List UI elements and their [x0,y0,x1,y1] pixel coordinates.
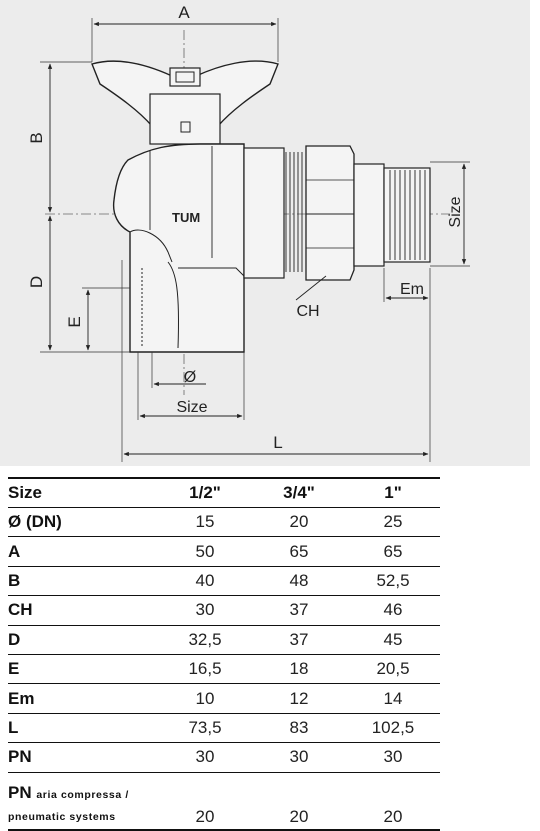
row-label: L [8,713,158,742]
cell-value: 45 [346,625,440,654]
row-label: Ø (DN) [8,508,158,537]
dim-label-e: E [65,316,84,328]
brand-mark: TUM [172,210,201,225]
table-header-size-3: 1" [346,478,440,508]
row-label: CH [8,596,158,625]
cell-value: 32,5 [158,625,252,654]
cell-value: 65 [346,537,440,566]
pn-air-main: PN [8,782,32,802]
dim-label-d: D [27,275,46,289]
row-label: A [8,537,158,566]
row-label-pn-air [8,772,158,830]
coupling-threads [286,152,302,272]
dim-label-diameter: Ø [183,369,197,386]
cell-value: 30 [158,743,252,772]
cell-value: 20 [252,772,346,830]
cell-value: 46 [346,596,440,625]
cell-value: 12 [252,684,346,713]
row-label: E [8,654,158,683]
table-row [8,684,440,713]
dim-label-a: A [178,3,190,22]
cell-value: 10 [158,684,252,713]
cell-value: 83 [252,713,346,742]
cell-value: 16,5 [158,654,252,683]
table-row [8,596,440,625]
row-label: B [8,566,158,595]
male-end-shoulder [354,164,384,266]
table-header-size-1: 1/2" [158,478,252,508]
table-row [8,713,440,742]
cell-value: 37 [252,596,346,625]
male-threaded-end [384,168,430,262]
dim-label-size-right: Size [447,196,464,228]
stem-housing [150,94,220,144]
cell-value: 30 [252,743,346,772]
cell-value: 30 [346,743,440,772]
coupling-collar [244,148,284,278]
cell-value: 20 [346,772,440,830]
cell-value: 20 [158,772,252,830]
table-header-row [8,478,440,508]
dim-label-ch: CH [296,303,320,320]
table-row-pn-compressed-air [8,772,440,830]
row-label: Em [8,684,158,713]
cell-value: 40 [158,566,252,595]
dim-label-b: B [27,132,46,144]
cell-value: 37 [252,625,346,654]
dim-label-size-bottom: Size [176,399,208,416]
cell-value: 14 [346,684,440,713]
cell-value: 50 [158,537,252,566]
dim-label-l: L [273,433,283,452]
table-header-label: Size [8,478,158,508]
cell-value: 52,5 [346,566,440,595]
cell-value: 48 [252,566,346,595]
table-row [8,508,440,537]
cell-value: 18 [252,654,346,683]
hex-union-nut [306,146,354,280]
handle-nut [170,68,200,86]
table-row [8,625,440,654]
row-label: PN [8,743,158,772]
pn-air-sub-italian: aria compressa / [36,788,129,801]
pn-air-sub-english: pneumatic systems [8,810,116,823]
cell-value: 15 [158,508,252,537]
table-row [8,537,440,566]
table-row [8,743,440,772]
cell-value: 65 [252,537,346,566]
dimension-table [8,477,440,831]
table-header-size-2: 3/4" [252,478,346,508]
table-row [8,566,440,595]
row-label: D [8,625,158,654]
dim-label-em: Em [400,281,424,298]
cell-value: 20 [252,508,346,537]
table-row [8,654,440,683]
cell-value: 25 [346,508,440,537]
cell-value: 73,5 [158,713,252,742]
cell-value: 30 [158,596,252,625]
cell-value: 102,5 [346,713,440,742]
cell-value: 20,5 [346,654,440,683]
